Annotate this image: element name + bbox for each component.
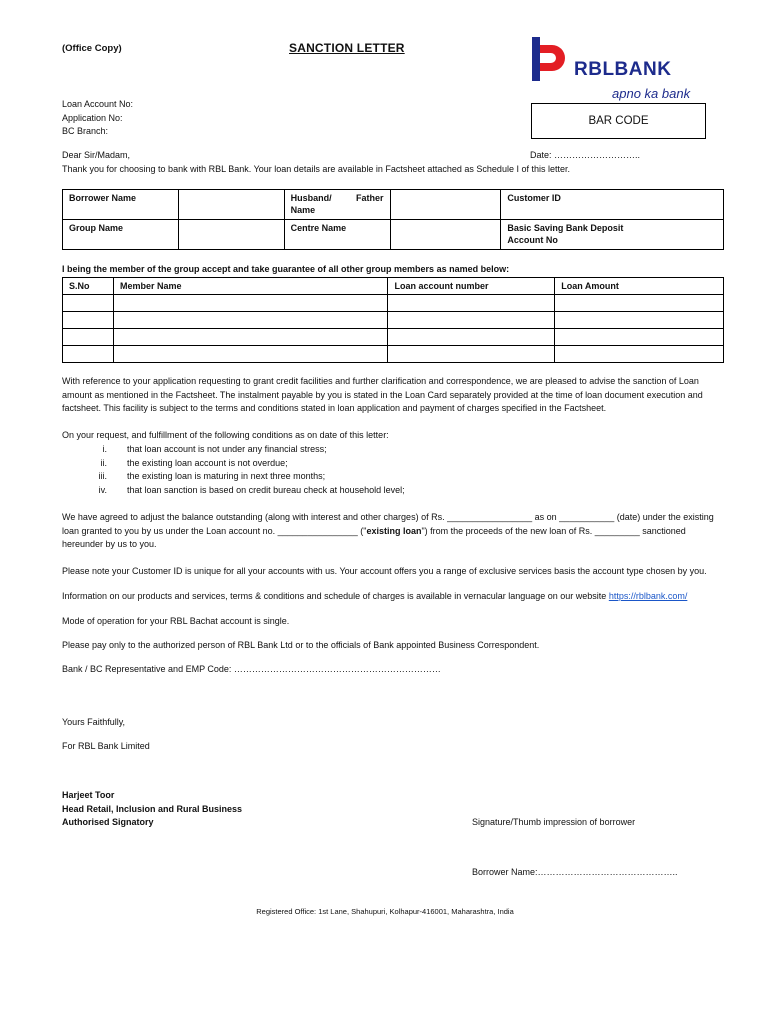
para2-line [62, 525, 714, 539]
table-cell[interactable] [113, 346, 388, 363]
sno-header: S.No [63, 278, 114, 295]
sanction-paragraph [62, 375, 703, 416]
rbl-logo [530, 35, 710, 103]
for-bank: For RBL Bank Limited [62, 741, 150, 751]
centre-name-value[interactable] [390, 220, 501, 250]
table-cell[interactable] [388, 312, 555, 329]
table-cell[interactable] [388, 346, 555, 363]
table-row [63, 295, 724, 312]
authorised-signatory: Authorised Signatory [62, 817, 154, 827]
borrower-details-table [62, 189, 724, 250]
signatory-designation: Head Retail, Inclusion and Rural Business [62, 803, 243, 814]
bsbd-line-2: Account No [507, 235, 558, 245]
customer-id-note: Please note your Customer ID is unique for all your accounts with us. Your account offers you a range of exclusive services basis the account type chosen by you. [62, 566, 707, 576]
borrower-name-field: Borrower Name:……………………………………….. [472, 867, 678, 877]
application-no-label: Application No: [62, 112, 123, 123]
item-text: that loan account is not under any financial stress; [127, 444, 327, 454]
group-name-label: Group Name [63, 220, 179, 250]
info-text: Information on our products and services, terms & conditions and schedule of charges is available in vernacular language on our website [62, 591, 609, 601]
para2-text: ") from the proceeds of the new loan of Rs. _________ sanctioned [421, 525, 686, 536]
para1-line: amount as mentioned in the Factsheet. The instalment payable by you is stated in the Loan Card separately provided at the time of loan document execution and [62, 389, 703, 400]
name-label: Name [290, 205, 316, 215]
list-item [62, 484, 405, 498]
group-name-value[interactable] [178, 220, 284, 250]
table-cell[interactable] [63, 329, 114, 346]
husband-father-name-value[interactable] [390, 190, 501, 220]
adjustment-paragraph [62, 511, 714, 552]
table-cell[interactable] [555, 346, 724, 363]
intro-text: Thank you for choosing to bank with RBL Bank. Your loan details are available in Factsheet attached as Schedule I of this letter. [62, 164, 570, 174]
item-text: the existing loan is maturing in next three months; [127, 471, 326, 481]
account-info [62, 98, 133, 139]
para1-line: factsheet. This facility is subject to the terms and conditions stated in loan application and payment of charges specified in the Factsheet. [62, 403, 607, 413]
customer-id-label: Customer ID [501, 190, 724, 220]
table-cell[interactable] [63, 346, 114, 363]
list-item [62, 443, 405, 457]
greeting: Dear Sir/Madam, [62, 150, 131, 160]
table-cell[interactable] [388, 295, 555, 312]
item-number: ii. [100, 457, 107, 468]
bc-representative-field: Bank / BC Representative and EMP Code: …………………………………………………………… [62, 664, 441, 674]
conditions-intro: On your request, and fulfillment of the following conditions as on date of this letter: [62, 430, 389, 440]
item-number: i. [102, 444, 107, 454]
table-cell[interactable] [63, 312, 114, 329]
conditions-list [62, 443, 405, 497]
item-text: that loan sanction is based on credit bureau check at household level; [127, 484, 405, 495]
list-item [62, 457, 405, 471]
item-number: iii. [98, 471, 107, 481]
husband-label: Husband/ [290, 193, 332, 203]
loan-amount-header: Loan Amount [555, 278, 724, 295]
signatory-block [62, 789, 242, 830]
barcode-box [531, 103, 706, 139]
husband-father-name-label [284, 190, 390, 220]
para2-text: loan granted to you by us under the Loan account no. ________________ (" [62, 525, 367, 536]
table-row [63, 346, 724, 363]
item-number: iv. [98, 484, 107, 495]
borrower-name-label: Borrower Name [63, 190, 179, 220]
date-field: Date: ……………………….. [530, 150, 641, 160]
members-table [62, 277, 724, 363]
guarantee-intro: I being the member of the group accept and take guarantee of all other group members as named below: [62, 264, 510, 274]
table-cell[interactable] [555, 295, 724, 312]
para2-line: We have agreed to adjust the balance outstanding (along with interest and other charges) of Rs. _________________ as on ___________ (date) under the existing [62, 512, 714, 522]
loan-account-number-header: Loan account number [388, 278, 555, 295]
borrower-signature-label: Signature/Thumb impression of borrower [472, 817, 636, 827]
page-title: SANCTION LETTER [289, 41, 405, 55]
para2-line: hereunder by us to you. [62, 539, 157, 549]
para1-line: With reference to your application requesting to grant credit facilities and further clarification and correspondence, we are pleased to advise the sanction of Loan [62, 376, 699, 386]
item-text: the existing loan account is not overdue; [127, 457, 288, 468]
table-cell[interactable] [555, 329, 724, 346]
table-cell[interactable] [63, 295, 114, 312]
yours-faithfully: Yours Faithfully, [62, 717, 126, 727]
borrower-name-value[interactable] [178, 190, 284, 220]
bsbd-line-1: Basic Saving Bank Deposit [507, 223, 624, 233]
barcode-label: BAR CODE [588, 115, 649, 127]
table-cell[interactable] [555, 312, 724, 329]
table-cell[interactable] [388, 329, 555, 346]
pay-only-note: Please pay only to the authorized person of RBL Bank Ltd or to the officials of Bank appointed Business Correspondent. [62, 640, 540, 650]
centre-name-label: Centre Name [284, 220, 390, 250]
info-line [62, 591, 687, 601]
logo-tagline: apno ka bank [612, 86, 691, 101]
table-cell[interactable] [113, 295, 388, 312]
mode-of-operation: Mode of operation for your RBL Bachat account is single. [62, 616, 290, 626]
bsbd-account-label [501, 220, 724, 250]
existing-loan-term: existing loan [366, 525, 422, 536]
bc-branch-label: BC Branch: [62, 126, 109, 136]
member-name-header: Member Name [113, 278, 388, 295]
website-link[interactable]: https://rblbank.com/ [608, 591, 688, 601]
logo-text: RBLBANK [574, 59, 672, 80]
list-item [62, 470, 405, 484]
office-copy-label: (Office Copy) [62, 43, 122, 54]
table-cell[interactable] [113, 312, 388, 329]
loan-account-no-label: Loan Account No: [62, 99, 134, 109]
signatory-name: Harjeet Toor [62, 790, 115, 800]
father-label: Father [356, 193, 384, 203]
table-cell[interactable] [113, 329, 388, 346]
rbl-logo-icon [530, 35, 574, 83]
table-row [63, 329, 724, 346]
table-row [63, 312, 724, 329]
registered-office-footer: Registered Office: 1st Lane, Shahupuri, Kolhapur-416001, Maharashtra, India [256, 907, 514, 916]
